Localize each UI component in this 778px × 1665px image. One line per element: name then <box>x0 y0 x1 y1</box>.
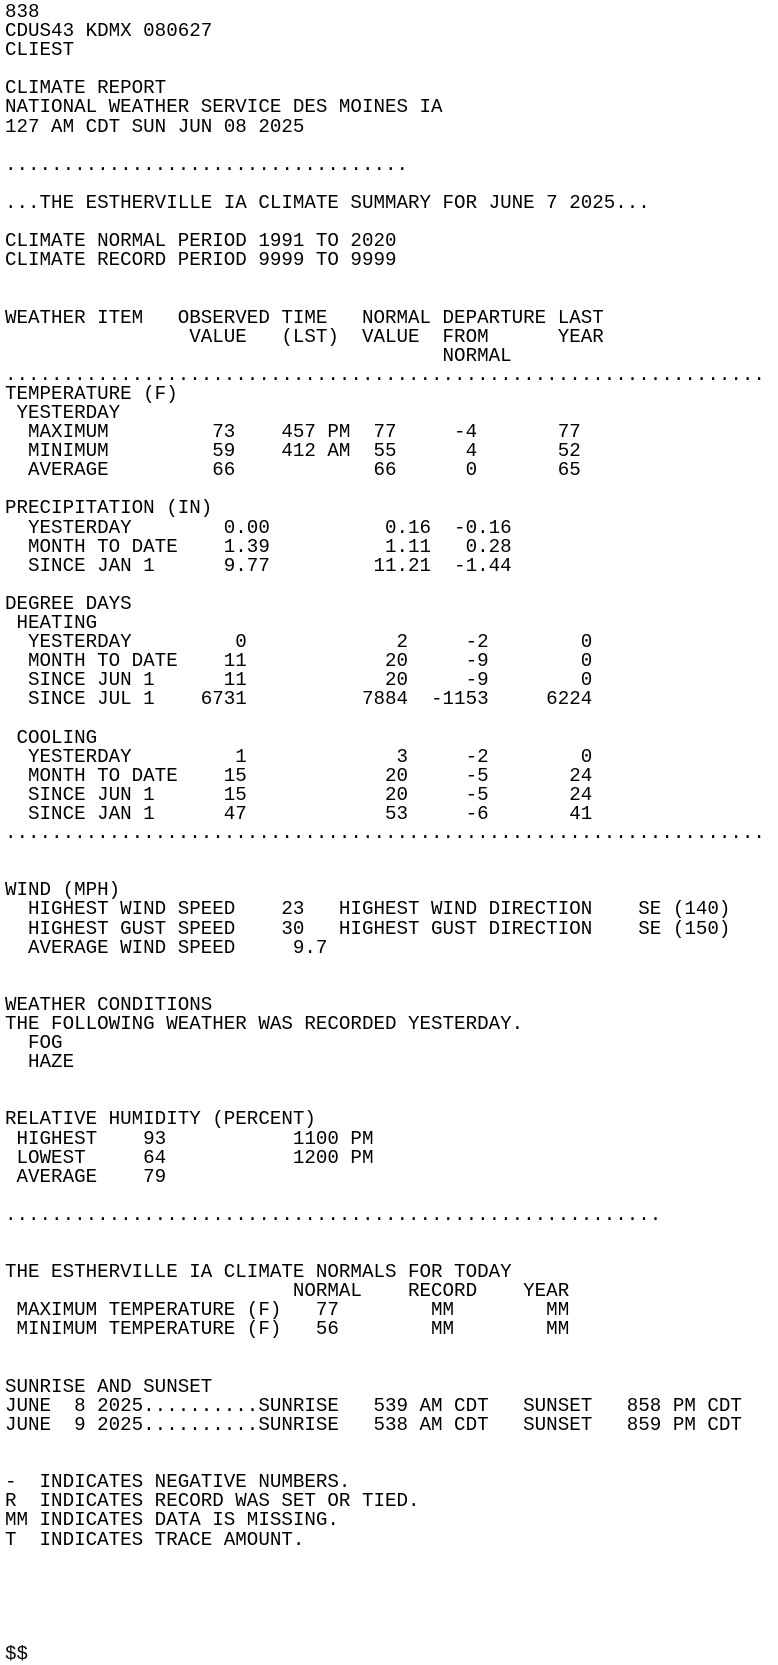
report-line: .................................................................. <box>5 363 765 386</box>
report-line: WIND (MPH) <box>5 879 121 902</box>
report-line <box>5 958 778 977</box>
report-line: VALUE (LST) VALUE FROM YEAR <box>5 325 604 348</box>
report-line: THE ESTHERVILLE IA CLIMATE NORMALS FOR TODAY <box>5 1261 512 1284</box>
report-line: CLIEST <box>5 39 75 62</box>
report-line: MONTH TO DATE 11 20 -9 0 <box>5 650 593 673</box>
report-line: YESTERDAY 0 2 -2 0 <box>5 631 593 654</box>
report-line: WEATHER CONDITIONS <box>5 993 213 1016</box>
report-line: FOG <box>5 1032 63 1055</box>
report-line: SINCE JAN 1 9.77 11.21 -1.44 <box>5 554 512 577</box>
report-line: R INDICATES RECORD WAS SET OR TIED. <box>5 1490 420 1513</box>
report-line: PRECIPITATION (IN) <box>5 497 213 520</box>
report-line: YESTERDAY <box>5 401 121 424</box>
report-line <box>5 1225 778 1244</box>
report-line <box>5 1359 778 1378</box>
report-line: AVERAGE 66 66 0 65 <box>5 459 581 482</box>
report-line: .................................................................. <box>5 822 765 845</box>
report-line <box>5 862 778 881</box>
report-line: ................................... <box>5 153 409 176</box>
report-line: $$ <box>5 1643 29 1665</box>
report-line: MINIMUM 59 412 AM 55 4 52 <box>5 440 581 463</box>
report-line: MAXIMUM TEMPERATURE (F) 77 MM MM <box>5 1299 570 1322</box>
report-line: HIGHEST 93 1100 PM <box>5 1127 374 1150</box>
report-line: CLIMATE NORMAL PERIOD 1991 TO 2020 <box>5 230 397 253</box>
report-line: CLIMATE RECORD PERIOD 9999 TO 9999 <box>5 249 397 272</box>
report-line <box>5 1626 778 1645</box>
report-line: NATIONAL WEATHER SERVICE DES MOINES IA <box>5 96 443 119</box>
report-line: YESTERDAY 1 3 -2 0 <box>5 745 593 768</box>
report-line: HIGHEST GUST SPEED 30 HIGHEST GUST DIRECTION SE (150) <box>5 917 731 940</box>
report-line: JUNE 8 2025..........SUNRISE 539 AM CDT SUNSET 858 PM CDT <box>5 1394 742 1417</box>
report-line: AVERAGE 79 <box>5 1165 167 1188</box>
report-line: SINCE JUN 1 11 20 -9 0 <box>5 669 593 692</box>
report-line: YESTERDAY 0.00 0.16 -0.16 <box>5 516 512 539</box>
report-line: HEATING <box>5 612 98 634</box>
report-line: JUNE 9 2025..........SUNRISE 538 AM CDT SUNSET 859 PM CDT <box>5 1413 742 1436</box>
report-line <box>5 137 778 156</box>
report-line <box>5 1588 778 1607</box>
report-line <box>5 1072 778 1091</box>
report-line: RELATIVE HUMIDITY (PERCENT) <box>5 1108 316 1131</box>
report-line: MAXIMUM 73 457 PM 77 -4 77 <box>5 421 581 444</box>
report-line: WEATHER ITEM OBSERVED TIME NORMAL DEPARTURE LAST <box>5 306 604 329</box>
report-line: T INDICATES TRACE AMOUNT. <box>5 1528 305 1551</box>
report-line <box>5 1550 778 1569</box>
report-line <box>5 1607 778 1626</box>
report-line: 127 AM CDT SUN JUN 08 2025 <box>5 115 305 138</box>
report-line <box>5 843 778 862</box>
report-line: ......................................................... <box>5 1203 662 1226</box>
report-line: SINCE JUN 1 15 20 -5 24 <box>5 783 593 806</box>
report-line: - INDICATES NEGATIVE NUMBERS. <box>5 1471 351 1494</box>
report-line: AVERAGE WIND SPEED 9.7 <box>5 936 328 959</box>
report-line: CDUS43 KDMX 080627 <box>5 20 213 43</box>
report-line: NORMAL RECORD YEAR <box>5 1280 570 1303</box>
report-line: COOLING <box>5 726 98 749</box>
report-line <box>5 977 778 996</box>
report-line <box>5 709 778 728</box>
report-line: 838 <box>5 1 40 23</box>
report-line <box>5 1435 778 1454</box>
report-line: MM INDICATES DATA IS MISSING. <box>5 1509 339 1532</box>
report-line: MINIMUM TEMPERATURE (F) 56 MM MM <box>5 1318 570 1341</box>
report-line: MONTH TO DATE 1.39 1.11 0.28 <box>5 535 512 558</box>
report-line: HAZE <box>5 1051 75 1074</box>
report-line <box>5 270 778 289</box>
report-line: CLIMATE REPORT <box>5 77 167 100</box>
report-line: DEGREE DAYS <box>5 592 132 615</box>
report-line: MONTH TO DATE 15 20 -5 24 <box>5 764 593 787</box>
report-line: SINCE JAN 1 47 53 -6 41 <box>5 802 593 825</box>
report-line: SINCE JUL 1 6731 7884 -1153 6224 <box>5 688 593 711</box>
report-line <box>5 1340 778 1359</box>
report-line: NORMAL <box>5 344 512 367</box>
report-line: SUNRISE AND SUNSET <box>5 1375 213 1398</box>
report-line <box>5 289 778 308</box>
report-line <box>5 1569 778 1588</box>
report-line: ...THE ESTHERVILLE IA CLIMATE SUMMARY FOR JUNE 7 2025... <box>5 191 650 214</box>
report-line: THE FOLLOWING WEATHER WAS RECORDED YESTERDAY. <box>5 1012 524 1035</box>
report-line: LOWEST 64 1200 PM <box>5 1146 374 1169</box>
report-line: HIGHEST WIND SPEED 23 HIGHEST WIND DIRECTION SE (140) <box>5 898 731 921</box>
report-line: TEMPERATURE (F) <box>5 382 178 405</box>
